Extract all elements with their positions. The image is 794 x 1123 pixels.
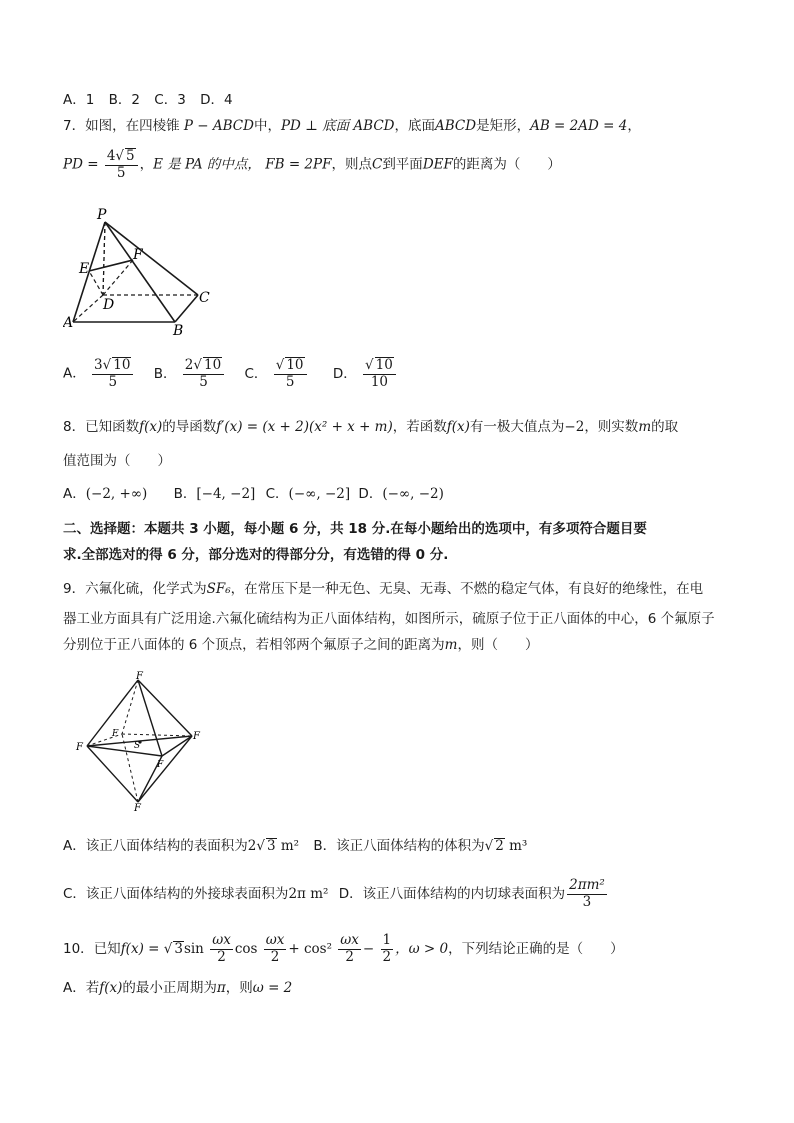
den: 2 — [217, 948, 226, 965]
q9-line2: 器工业方面具有广泛用途.六氟化硫结构为正八面体结构，如图所示，硫原子位于正八面体的中心，6 个氟原子 — [63, 611, 715, 627]
q9-text: 分别位于正八面体的 6 个顶点，若相邻两个氟原子之间的距离为 — [63, 637, 445, 653]
q10-cos: cos — [234, 941, 258, 958]
q9-formula: SF₆ — [206, 581, 231, 597]
num: 2πm² — [569, 877, 605, 893]
q8-text: 有一极大值点为 — [469, 419, 565, 435]
unit: m³ — [509, 838, 528, 854]
q9-number: 9． — [63, 581, 86, 597]
q10-frac-half — [381, 933, 394, 965]
den: 5 — [285, 373, 295, 390]
rad: 3 — [266, 838, 276, 854]
q7-text: 的距离为（ ） — [452, 156, 561, 173]
q6-option: D．4 — [200, 92, 233, 108]
q9-option-c: C．该正八面体结构的外接球表面积为 — [63, 886, 289, 903]
q7-option-b-fraction: $\frac{2√ 10}{5}$ — [183, 357, 224, 390]
q10-text: A．若 — [63, 980, 100, 996]
q9-line3 — [63, 637, 538, 653]
rad: 10 — [375, 357, 393, 373]
q8-option-label: B． — [173, 486, 197, 502]
q8-derivative: f′(x) = (x + 2)(x² + x + m) — [216, 419, 393, 435]
q8-option-label: C． — [265, 486, 289, 502]
rad: 10 — [204, 357, 222, 373]
q7-text: 如图，在四棱锥 — [85, 118, 180, 134]
den: 2 — [382, 948, 392, 965]
q7-base: ABCD — [435, 118, 477, 134]
q10-text: 的最小正周期为 — [122, 980, 217, 996]
q7-option-label: C． — [244, 365, 268, 382]
num: ωx — [212, 932, 231, 948]
q7-options — [63, 357, 398, 390]
q10-cos2: + cos² — [288, 941, 332, 958]
q7-pd-label: PD = — [63, 156, 99, 173]
q8-text: ，则实数 — [584, 419, 639, 435]
q9-text: ，在常压下是一种无色、无臭、无毒、不燃的稳定气体，有良好的绝缘性，在电 — [230, 581, 704, 597]
q7-option-c-fraction: $\frac{√ 10}{5}$ — [274, 357, 307, 390]
coef: 3 — [94, 357, 103, 373]
q6-option: B．2 — [108, 92, 140, 108]
q10-frac-wx — [338, 933, 361, 965]
q10-option-a — [63, 980, 292, 996]
q10-pi: π — [216, 980, 226, 996]
q7-e-def: E 是 PA 的中点， — [153, 156, 261, 173]
unit: m² — [280, 838, 300, 854]
q7-label-a: A — [63, 315, 74, 331]
q7-option-d-fraction: $\frac{√ 10}{10}$ — [363, 357, 396, 390]
den: 2 — [270, 948, 280, 965]
q8-option-value: (−2, +∞) — [85, 486, 148, 502]
q8-line2: 值范围为（ ） — [63, 453, 171, 469]
q9-label-f-top: F — [136, 671, 143, 682]
q9-label-f-left: F — [76, 742, 83, 753]
q10-text: 已知 — [93, 941, 121, 958]
q7-label-b: B — [173, 323, 184, 339]
q7-plane: DEF — [422, 156, 453, 173]
q9-label-s: S — [134, 741, 141, 751]
q8-number: 8． — [63, 419, 86, 435]
q7-option-label: D． — [332, 365, 357, 382]
q9-option-d-fraction — [567, 878, 607, 910]
q9-octahedron-figure — [70, 668, 210, 816]
q10-text: ，则 — [225, 980, 253, 996]
coef: 2 — [247, 838, 257, 854]
q8-text: ，若函数 — [392, 419, 447, 435]
den: 5 — [108, 373, 118, 390]
q7-label-f: F — [133, 247, 143, 263]
q8-option-value: [−4, −2] — [196, 486, 256, 502]
section2-heading-line1: 二、选择题：本题共 3 小题，每小题 6 分，共 18 分.在每小题给出的选项中，有多项符合题目要 — [63, 521, 647, 537]
q10-minus: − — [362, 941, 375, 958]
q8-text: 的导函数 — [162, 419, 217, 435]
q9-options-ab: A．该正八面体结构的表面积为2√ 3 m² B．该正八面体结构的体积为√ 2 m³ — [63, 838, 528, 854]
num: ωx — [340, 932, 359, 948]
section2-heading-line2: 求.全部选对的得 6 分，部分选对的得部分分，有选错的得 0 分. — [63, 547, 449, 563]
q10-w-cond: ，ω > 0 — [395, 941, 449, 958]
q10-w: ω = 2 — [252, 980, 293, 996]
q7-text: 是矩形， — [476, 118, 531, 134]
q7-line1 — [63, 118, 641, 134]
q9-option-d: D．该正八面体结构的内切球表面积为 — [338, 886, 566, 903]
q7-text: ，底面 — [394, 118, 436, 134]
q9-option-c-value: 2π m² — [288, 886, 329, 903]
q7-text: ， — [627, 118, 641, 134]
q7-pyramid-figure — [63, 205, 223, 340]
q10-number: 10． — [63, 941, 94, 958]
q7-point-c: C — [371, 156, 383, 173]
q7-text: ，则点 — [331, 156, 372, 173]
q8-options — [63, 486, 444, 502]
q7-option-a-fraction: $\frac{3√ 10}{5}$ — [92, 357, 133, 390]
q8-option-value: (−∞, −2] — [288, 486, 351, 502]
q8-line1 — [63, 419, 678, 435]
den: 10 — [370, 373, 388, 390]
q7-pd-fraction: $\frac{4√ 5}{5}$ — [105, 148, 138, 181]
q7-ab-eq: AB = 2AD = 4 — [530, 118, 628, 134]
den: 3 — [582, 893, 592, 910]
q8-fx: f(x) — [139, 419, 163, 435]
q7-label-d: D — [103, 297, 115, 313]
q8-option-label: A． — [63, 486, 86, 502]
q10-line1: 10．已知f(x) = √ 3sin $\frac{\omega x}{2}$ cos $\frac{\omega x}{2}$ + cos² $\frac{\omega x}{2}$ − $\frac{1}{2}$ ，ω > 0，下列结论正确的是（ ） — [63, 932, 624, 965]
q9-label-f-front: F — [157, 760, 164, 770]
q7-label-e: E — [79, 261, 90, 277]
q8-option-label: D． — [358, 486, 383, 502]
q7-text: 中， — [253, 118, 281, 134]
q8-text: 已知函数 — [85, 419, 140, 435]
q9-line1 — [63, 581, 703, 597]
q9-text: ，则（ ） — [457, 637, 539, 653]
q7-number: 7． — [63, 118, 86, 134]
coef: 2 — [184, 357, 194, 373]
q8-m: m — [638, 419, 652, 435]
q6-option: A．1 — [63, 92, 95, 108]
q9-m: m — [444, 637, 458, 653]
q7-line2 — [63, 148, 561, 181]
q8-value: −2 — [564, 419, 585, 435]
rad: 10 — [113, 357, 131, 373]
q6-option: C．3 — [154, 92, 186, 108]
q7-option-label: B． — [153, 365, 177, 382]
rad: 3 — [174, 941, 183, 958]
q9-text: 六氟化硫，化学式为 — [85, 581, 207, 597]
rad: 2 — [495, 838, 504, 854]
q10-fx: f(x) = — [120, 941, 160, 958]
q7-pd-coef: 4 — [106, 148, 116, 164]
q7-pyramid: P − ABCD — [183, 118, 254, 134]
q7-label-c: C — [199, 290, 210, 306]
den: 2 — [345, 948, 354, 965]
q7-label-p: P — [97, 207, 107, 223]
q10-text: ，下列结论正确的是（ ） — [448, 941, 624, 958]
q9-label-f-back: F — [112, 729, 119, 739]
q7-text: 到平面 — [382, 156, 423, 173]
q9-label-f-bottom: F — [134, 803, 141, 814]
q9-option-b: B．该正八面体结构的体积为 — [313, 838, 485, 854]
q8-option-value: (−∞, −2) — [382, 486, 444, 502]
q9-options-cd — [63, 878, 609, 910]
q7-text: ， — [139, 156, 154, 173]
num: 1 — [382, 932, 392, 948]
q6-options — [63, 92, 243, 108]
den: 5 — [199, 373, 208, 390]
rad: 10 — [286, 357, 304, 373]
q10-frac-wx — [264, 933, 287, 965]
q7-pd-perp: PD ⊥ 底面 ABCD — [280, 118, 395, 134]
num: ωx — [265, 932, 285, 948]
q10-fx: f(x) — [99, 980, 123, 996]
q9-label-f-right: F — [193, 731, 200, 742]
q10-sin: sin — [183, 941, 204, 958]
q8-fx: f(x) — [446, 419, 470, 435]
q8-text: 的取 — [651, 419, 679, 435]
q7-fb-eq: FB = 2PF — [265, 156, 332, 173]
q9-option-a: A．该正八面体结构的表面积为 — [63, 838, 248, 854]
q7-pd-rad: 5 — [126, 148, 135, 164]
q7-pd-den: 5 — [116, 164, 126, 181]
q7-option-label: A． — [63, 365, 86, 382]
q10-frac-wx — [210, 933, 233, 965]
